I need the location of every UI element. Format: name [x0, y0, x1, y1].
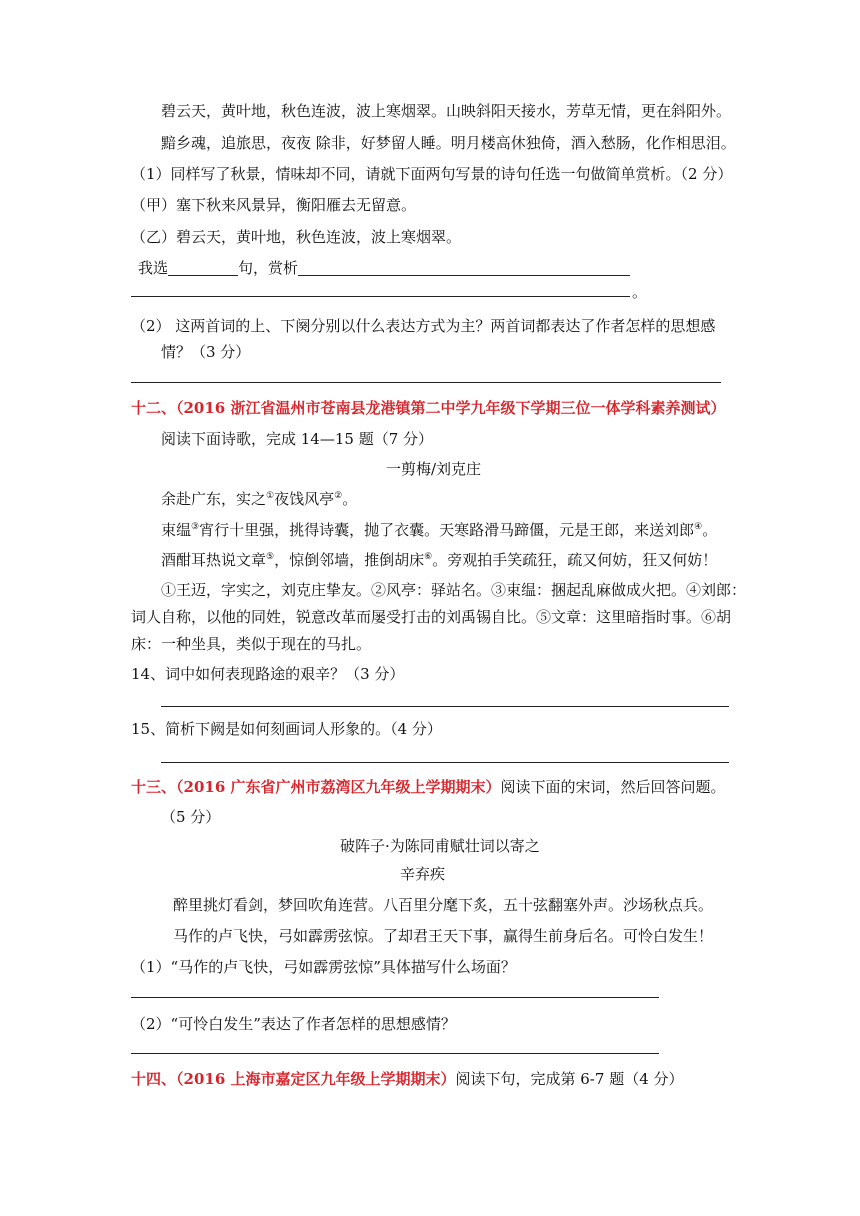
- preface-text: 余赴广东，实之: [161, 490, 267, 508]
- answer-blank[interactable]: [131, 382, 721, 383]
- question-1: （1）“马作的卢飞快，弓如霹雳弦惊”具体描写什么场面？: [131, 958, 516, 976]
- section-number: 十四、: [131, 1070, 177, 1088]
- appreciate-label: 句，赏析: [238, 259, 299, 277]
- answer-blank[interactable]: [161, 762, 729, 763]
- poem-preface: [161, 489, 357, 509]
- answer-blank[interactable]: [131, 1053, 659, 1054]
- poem-line: 醉里挑灯看剑，梦回吹角连营。八百里分麾下炙，五十弦翻塞外声。沙场秋点兵。: [173, 896, 714, 914]
- question-2-cont: 情？（3 分）: [161, 343, 251, 361]
- section-score: （5 分）: [161, 808, 221, 826]
- poem-line: 碧云天，黄叶地，秋色连波，波上寒烟翠。山映斜阳天接水，芳草无情，更在斜阳外。: [161, 102, 732, 120]
- footnote-mark: ②: [334, 491, 343, 501]
- footnote: 词人自称，以他的同姓，锐意改革而屡受打击的刘禹锡自比。⑤文章：这里暗指时事。⑥胡: [131, 608, 732, 626]
- choice-blank[interactable]: [168, 259, 238, 276]
- period: 。: [632, 283, 648, 301]
- poem-line: 黯乡魂，追旅思，夜夜 除非，好梦留人睡。明月楼高休独倚，酒入愁肠，化作相思泪。: [161, 134, 736, 152]
- footnote: 床：一种坐具，类似于现在的马扎。: [131, 635, 372, 653]
- poem-text: ，惊倒邻墙，推倒胡床: [274, 551, 425, 569]
- preface-text: 夜饯风亭: [274, 490, 335, 508]
- appreciation-blank[interactable]: [298, 259, 630, 276]
- section-13-heading: [131, 777, 726, 797]
- question-15: 15、简析下阙是如何刻画词人形象的。（4 分）: [131, 720, 442, 738]
- poem-line: [161, 550, 717, 570]
- section-source: （2016 广东省广州市荔湾区九年级上学期期末）: [176, 778, 501, 796]
- footnote: ①王迈，字实之，刘克庄挚友。②风亭：驿站名。③束缊：捆起乱麻做成火把。④刘郎：: [161, 581, 747, 599]
- question-14: 14、词中如何表现路途的艰辛？（3 分）: [131, 665, 405, 683]
- question-2: （2） 这两首词的上、下阕分别以什么表达方式为主？两首词都表达了作者怎样的思想感: [131, 317, 716, 335]
- footnote-mark: ③: [191, 522, 200, 532]
- answer-blank[interactable]: [131, 997, 659, 998]
- option-b: （乙）碧云天，黄叶地，秋色连波，波上寒烟翠。: [131, 228, 462, 246]
- section-instruction: 阅读下句，完成第 6-7 题（4 分）: [455, 1070, 684, 1088]
- poem-text: 。: [702, 521, 718, 539]
- section-12-instruction: 阅读下面诗歌，完成 14—15 题（7 分）: [161, 430, 434, 448]
- footnote-mark: ⑤: [266, 552, 275, 562]
- question-2: （2）“可怜白发生”表达了作者怎样的思想感情？: [131, 1015, 456, 1033]
- answer-line: [138, 258, 630, 278]
- question-1: （1）同样写了秋景，情味却不同，请就下面两句写景的诗句任选一句做简单赏析。（2 分）: [131, 165, 733, 183]
- poem-text: 宵行十里强，挑得诗囊，抛了衣囊。天寒路滑马蹄僵，元是王郎，来送刘郎: [199, 521, 695, 539]
- footnote-mark: ④: [694, 522, 703, 532]
- poem-line: [161, 520, 717, 540]
- section-instruction: 阅读下面的宋词，然后回答问题。: [500, 778, 726, 796]
- poem-text: 。旁观拍手笑疏狂，疏又何妨，狂又何妨！: [432, 551, 718, 569]
- choose-label: 我选: [138, 259, 169, 277]
- option-a: （甲）塞下秋来风景异，衡阳雁去无留意。: [131, 196, 417, 214]
- footnote-mark: ①: [266, 491, 275, 501]
- poem-text: 束缊: [161, 521, 192, 539]
- poem-text: 酒酣耳热说文章: [161, 551, 267, 569]
- section-number: 十三、: [131, 778, 177, 796]
- answer-blank[interactable]: [161, 706, 729, 707]
- section-14-heading: [131, 1069, 684, 1089]
- footnote-mark: ⑥: [424, 552, 433, 562]
- poem-title: 一剪梅/刘克庄: [386, 460, 482, 478]
- answer-blank[interactable]: [131, 296, 630, 297]
- preface-text: 。: [342, 490, 358, 508]
- poem-author: 辛弃疾: [400, 865, 446, 883]
- poem-line: 马作的卢飞快，弓如霹雳弦惊。了却君王天下事，赢得生前身后名。可怜白发生！: [173, 927, 714, 945]
- section-source: （2016 上海市嘉定区九年级上学期期末）: [176, 1070, 456, 1088]
- poem-title: 破阵子·为陈同甫赋壮词以寄之: [340, 837, 540, 855]
- section-12-heading: 十二、（2016 浙江省温州市苍南县龙港镇第二中学九年级下学期三位一体学科素养测试）: [131, 399, 726, 417]
